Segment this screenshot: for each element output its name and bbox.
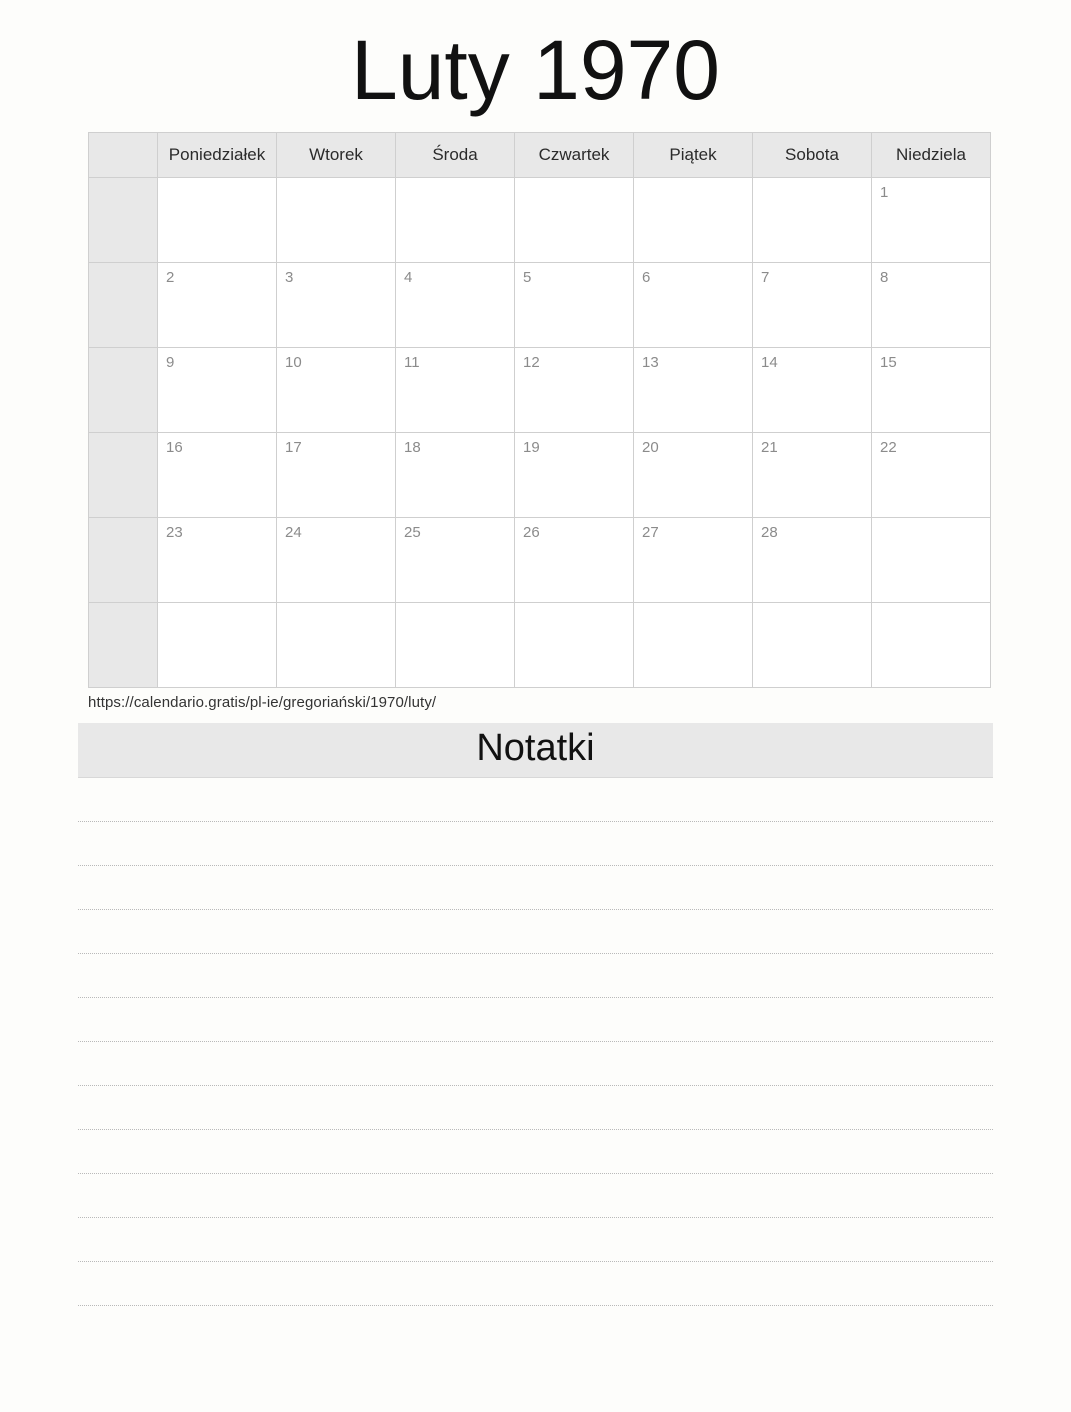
day-cell[interactable]: [277, 433, 396, 518]
day-cell[interactable]: [515, 603, 634, 688]
day-number: [634, 603, 752, 610]
day-cell[interactable]: [277, 263, 396, 348]
week-spacer-cell: [89, 178, 158, 263]
day-number: 27: [642, 524, 659, 542]
day-number: 25: [404, 524, 421, 542]
calendar-week-row: [89, 348, 991, 433]
calendar-week-row: [89, 518, 991, 603]
note-line[interactable]: [78, 777, 993, 822]
day-cell[interactable]: [872, 178, 991, 263]
day-number: 17: [285, 439, 302, 457]
day-cell[interactable]: [396, 263, 515, 348]
day-cell[interactable]: [277, 178, 396, 263]
day-cell[interactable]: [753, 603, 872, 688]
day-cell[interactable]: [634, 433, 753, 518]
day-number: 12: [523, 354, 540, 372]
notes-section: [0, 723, 1071, 1306]
day-cell[interactable]: [158, 518, 277, 603]
day-cell[interactable]: [158, 603, 277, 688]
day-number: 8: [880, 269, 889, 287]
week-spacer-cell: [89, 603, 158, 688]
weekday-header-friday: Piątek: [634, 133, 753, 178]
day-number: 19: [523, 439, 540, 457]
calendar-page: [0, 23, 1071, 1412]
day-cell[interactable]: [158, 263, 277, 348]
day-number: 10: [285, 354, 302, 372]
note-line[interactable]: [78, 1262, 993, 1306]
note-line[interactable]: [78, 1218, 993, 1262]
day-cell[interactable]: [396, 603, 515, 688]
day-number: 18: [404, 439, 421, 457]
day-number: 23: [166, 524, 183, 542]
day-cell[interactable]: [396, 178, 515, 263]
day-number: [753, 603, 871, 610]
day-number: 6: [642, 269, 651, 287]
weekday-header-sunday: Niedziela: [872, 133, 991, 178]
day-cell[interactable]: [634, 178, 753, 263]
note-line[interactable]: [78, 954, 993, 998]
day-number: 11: [404, 354, 420, 372]
day-number: 16: [166, 439, 183, 457]
day-number: 3: [285, 269, 294, 287]
note-line[interactable]: [78, 998, 993, 1042]
day-number: 22: [880, 439, 897, 457]
note-line[interactable]: [78, 1042, 993, 1086]
calendar-week-row: [89, 178, 991, 263]
day-number: 7: [761, 269, 770, 287]
day-number: 26: [523, 524, 540, 542]
day-cell[interactable]: [753, 348, 872, 433]
day-number: 21: [761, 439, 778, 457]
calendar-week-row: [89, 263, 991, 348]
day-cell[interactable]: [515, 348, 634, 433]
day-number: [515, 178, 633, 185]
day-cell[interactable]: [515, 178, 634, 263]
day-cell[interactable]: [396, 433, 515, 518]
note-line[interactable]: [78, 1130, 993, 1174]
note-line[interactable]: [78, 1086, 993, 1130]
day-cell[interactable]: [753, 263, 872, 348]
day-cell[interactable]: [277, 518, 396, 603]
calendar-head: [89, 133, 991, 178]
day-number: 14: [761, 354, 778, 372]
note-line[interactable]: [78, 866, 993, 910]
day-cell[interactable]: [158, 178, 277, 263]
day-number: 13: [642, 354, 659, 372]
day-cell[interactable]: [753, 433, 872, 518]
calendar-container: [0, 132, 1071, 688]
note-line[interactable]: [78, 822, 993, 866]
calendar-body: [89, 178, 991, 688]
day-number: 9: [166, 354, 175, 372]
day-number: 5: [523, 269, 532, 287]
day-number: 2: [166, 269, 175, 287]
day-number: [515, 603, 633, 610]
day-cell[interactable]: [872, 603, 991, 688]
day-number: 24: [285, 524, 302, 542]
day-number: [872, 603, 990, 610]
weekday-header-row: [89, 133, 991, 178]
day-number: [158, 178, 276, 185]
weekday-header-saturday: Sobota: [753, 133, 872, 178]
day-number: 15: [880, 354, 897, 372]
day-cell[interactable]: [158, 433, 277, 518]
day-cell[interactable]: [396, 518, 515, 603]
day-cell[interactable]: [753, 518, 872, 603]
day-number: 28: [761, 524, 778, 542]
weekday-header-tuesday: Wtorek: [277, 133, 396, 178]
day-cell[interactable]: [396, 348, 515, 433]
calendar-week-row: [89, 603, 991, 688]
day-number: [396, 178, 514, 185]
weekday-header-wednesday: Środa: [396, 133, 515, 178]
day-cell[interactable]: [634, 518, 753, 603]
source-url[interactable]: https://calendario.gratis/pl-ie/gregoriański/1970/luty/: [88, 694, 437, 712]
day-number: 1: [880, 184, 889, 202]
day-number: [872, 518, 990, 525]
day-cell[interactable]: [634, 603, 753, 688]
calendar-table: [88, 132, 991, 688]
week-spacer-cell: [89, 348, 158, 433]
page-title: Luty 1970: [351, 23, 720, 117]
day-number: 4: [404, 269, 413, 287]
week-spacer-header: [89, 133, 158, 178]
day-cell[interactable]: [515, 518, 634, 603]
day-cell[interactable]: [277, 348, 396, 433]
day-number: [158, 603, 276, 610]
note-line[interactable]: [78, 910, 993, 954]
notes-lines: [78, 777, 993, 1306]
day-number: [753, 178, 871, 185]
day-cell[interactable]: [872, 263, 991, 348]
day-cell[interactable]: [515, 433, 634, 518]
day-cell[interactable]: [515, 263, 634, 348]
day-cell[interactable]: [634, 263, 753, 348]
day-cell[interactable]: [872, 348, 991, 433]
day-number: [277, 178, 395, 185]
week-spacer-cell: [89, 263, 158, 348]
notes-heading: Notatki: [78, 723, 993, 777]
week-spacer-cell: [89, 433, 158, 518]
day-cell[interactable]: [753, 178, 872, 263]
weekday-header-thursday: Czwartek: [515, 133, 634, 178]
day-cell[interactable]: [158, 348, 277, 433]
note-line[interactable]: [78, 1174, 993, 1218]
day-number: 20: [642, 439, 659, 457]
weekday-header-monday: Poniedziałek: [158, 133, 277, 178]
day-cell[interactable]: [872, 518, 991, 603]
day-number: [277, 603, 395, 610]
week-spacer-cell: [89, 518, 158, 603]
day-cell[interactable]: [277, 603, 396, 688]
day-cell[interactable]: [634, 348, 753, 433]
day-number: [396, 603, 514, 610]
calendar-week-row: [89, 433, 991, 518]
day-cell[interactable]: [872, 433, 991, 518]
day-number: [634, 178, 752, 185]
